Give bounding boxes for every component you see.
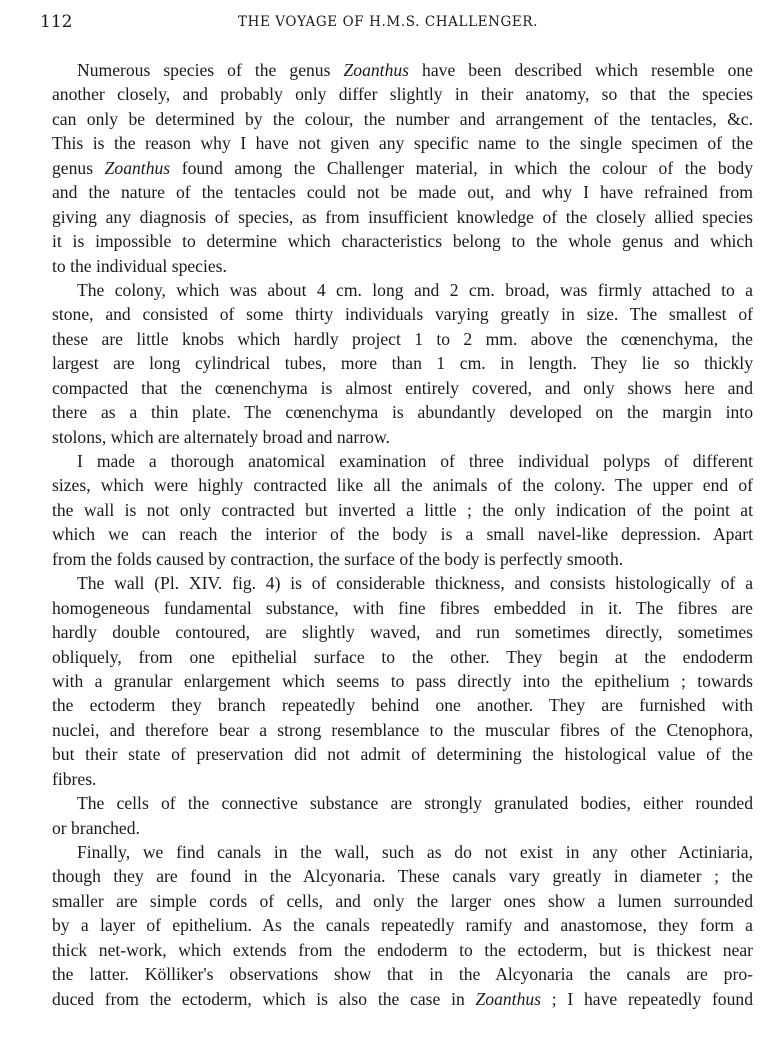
text-line: genus Zoanthus found among the Challenger material, in which the colour of the body: [52, 157, 754, 178]
running-title: THE VOYAGE OF H.M.S. CHALLENGER.: [237, 14, 539, 30]
text-line: or branched.: [52, 817, 140, 838]
text-line: I made a thorough anatomical examination of three individual polyps of different: [77, 451, 753, 471]
text-line: though they are found in the Alcyonaria. These canals vary greatly in diameter ; the: [52, 866, 753, 887]
genus-name: Zoanthus: [104, 157, 171, 178]
text-line: stolons, which are alternately broad and narrow.: [52, 426, 390, 447]
text-line: another closely, and probably only differ slightly in their anatomy, so that the species: [52, 84, 753, 105]
text-line: This is the reason why I have not given any specific name to the single specimen of the: [52, 133, 753, 154]
text-line: but their state of preservation did not admit of determining the histological value of the: [52, 744, 753, 765]
text-line: Numerous species of the genus Zoanthus have been described which resemble one: [77, 60, 753, 80]
text-line: the ectoderm they branch repeatedly behind one another. They are furnished with: [52, 695, 753, 716]
text-line: The cells of the connective substance are strongly granulated bodies, either rounded: [77, 793, 753, 814]
paragraph: [52, 791, 753, 840]
text-line: and the nature of the tentacles could not be made out, and why I have refrained from: [52, 182, 753, 203]
text-line: by a layer of epithelium. As the canals repeatedly ramify and anastomose, they form a: [52, 915, 753, 936]
page-number: 112: [40, 12, 73, 32]
text-line: thick net-work, which extends from the endoderm to the ectoderm, but is thickest near: [52, 939, 753, 960]
paragraph: [52, 840, 753, 1011]
text-line: sizes, which were highly contracted like all the animals of the colony. The upper end of: [52, 475, 753, 496]
text-line: The wall (Pl. XIV. fig. 4) is of considerable thickness, and consists histologically of a: [77, 573, 753, 594]
text-line: the latter. Kölliker's observations show that in the Alcyonaria the canals are pro-: [52, 964, 753, 985]
text-line: from the folds caused by contraction, the surface of the body is perfectly smooth.: [52, 548, 624, 569]
text-line: Finally, we find canals in the wall, such as do not exist in any other Actiniaria,: [77, 842, 753, 862]
text-line: duced from the ectoderm, which is also the case in Zoanthus ; I have repeatedly found: [52, 988, 753, 1009]
text-line: compacted that the cœnenchyma is almost entirely covered, and only shows here and: [52, 377, 753, 398]
text-line: stone, and consisted of some thirty individuals varying greatly in size. The smallest of: [52, 304, 753, 325]
page-body: [52, 58, 753, 1011]
text-line: it is impossible to determine which characteristics belong to the whole genus and which: [52, 231, 753, 252]
text-line: homogeneous fundamental substance, with fine fibres embedded in it. The fibres are: [52, 597, 753, 618]
genus-name: Zoanthus: [475, 988, 542, 1009]
paragraph: [52, 58, 753, 278]
text-line: to the individual species.: [52, 255, 227, 276]
text-line: giving any diagnosis of species, as from insufficient knowledge of the closely allied species: [52, 206, 753, 227]
paragraph: [52, 449, 753, 571]
genus-name: Zoanthus: [343, 60, 410, 80]
text-line: with a granular enlargement which seems to pass directly into the epithelium ; towards: [52, 670, 753, 691]
text-line: fibres.: [52, 768, 97, 789]
text-line: there as a thin plate. The cœnenchyma is abundantly developed on the margin into: [52, 402, 753, 423]
text-line: The colony, which was about 4 cm. long and 2 cm. broad, was firmly attached to a: [77, 279, 753, 300]
text-line: the wall is not only contracted but inverted a little ; the only indication of the point at: [52, 499, 753, 520]
text-line: these are little knobs which hardly project 1 to 2 mm. above the cœnenchyma, the: [52, 328, 753, 349]
text-line: nuclei, and therefore bear a strong resemblance to the muscular fibres of the Ctenophora,: [52, 719, 753, 740]
paragraph: [52, 278, 753, 449]
text-line: which we can reach the interior of the body is a small navel-like depression. Apart: [52, 524, 753, 545]
text-line: obliquely, from one epithelial surface to the other. They begin at the endoderm: [52, 646, 753, 667]
text-line: smaller are simple cords of cells, and only the larger ones show a lumen surrounded: [52, 890, 753, 911]
paragraph: [52, 571, 753, 791]
text-line: largest are long cylindrical tubes, more than 1 cm. in length. They lie so thickly: [52, 353, 753, 374]
text-line: hardly double contoured, are slightly waved, and run sometimes directly, sometimes: [52, 622, 753, 643]
text-line: can only be determined by the colour, the number and arrangement of the tentacles, &c.: [52, 108, 753, 129]
